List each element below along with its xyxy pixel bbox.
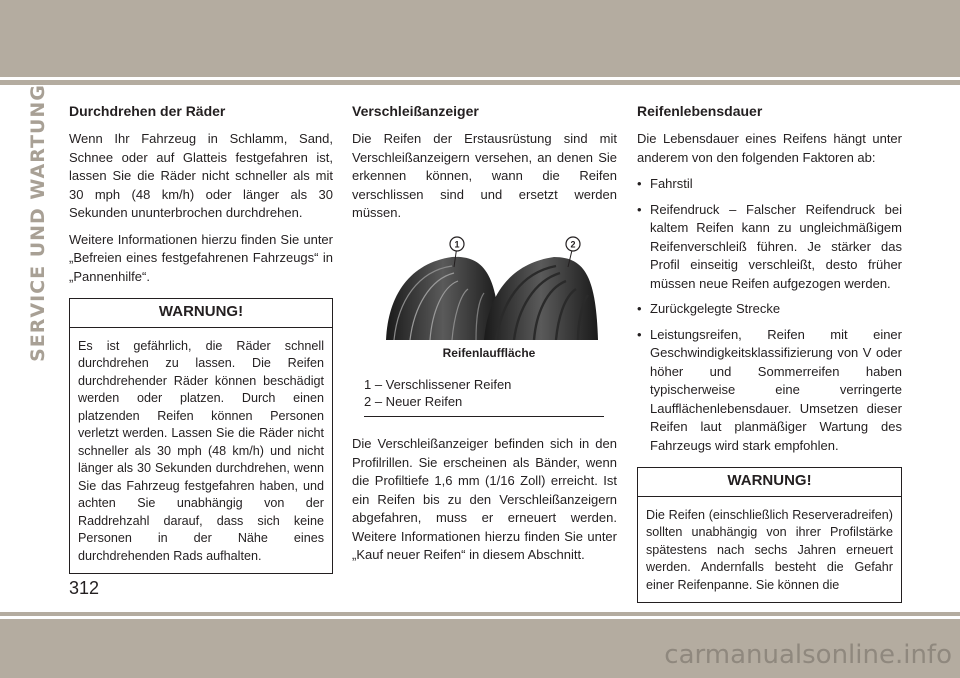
header-band bbox=[0, 0, 960, 77]
column-wheel-spin bbox=[69, 102, 333, 574]
callout-marker-1-label: 1 bbox=[454, 239, 460, 249]
callout-marker-2-label: 2 bbox=[570, 239, 576, 249]
figure-legend bbox=[364, 376, 604, 417]
tire-tread-figure bbox=[380, 235, 598, 363]
header-stripe bbox=[0, 80, 960, 85]
list-item: • Zurückgelegte Strecke bbox=[637, 300, 902, 319]
watermark-text: carmanualsonline.info bbox=[664, 640, 952, 670]
heading-tire-life: Reifenlebensdauer bbox=[637, 103, 763, 119]
list-item: • Fahrstil bbox=[637, 175, 902, 194]
section-side-label bbox=[27, 83, 50, 362]
tire-life-factors-list bbox=[637, 175, 902, 455]
paragraph-wheel-spin-2: Weitere Informationen hierzu finden Sie unter „Befreien eines festgefahrenen Fahrzeugs“ in „Pannenhilfe“. bbox=[69, 231, 333, 284]
heading-wheel-spin: Durchdrehen der Räder bbox=[69, 103, 226, 119]
warning-box-wheel-spin bbox=[69, 298, 333, 574]
warning-text: Es ist gefährlich, die Räder schnell durchdrehen zu lassen. Die Reifen durchdrehender Räder können beschädigt werden oder platzen. Durch einen platzenden Reifen können Personen verletzt werden. Lassen Sie die Räder nicht schneller als 30 mph (48 km/h) und nicht länger als 30 Sekunden durchdrehen, wenn Sie das Fahrzeug festgefahren haben, und achten Sie unabhängig von der Raddrehzahl darauf, dass sich keine Personen in der Nähe eines durchdrehenden Rads aufhalten. bbox=[78, 338, 324, 563]
legend-item-worn-tire: 1 – Verschlissener Reifen bbox=[364, 377, 512, 392]
warning-title: WARNUNG! bbox=[70, 299, 332, 328]
paragraph-wear-indicators-2: Die Verschleißanzeiger befinden sich in den Profilrillen. Sie erscheinen als Bänder, wenn die Profiltiefe 1,6 mm (1/16 Zoll) erreicht. Ist ein Reifen bis zu den Verschleißanzeigern abgefahren, muss er erneuert werden. Weitere Informationen hierzu finden Sie unter „Kauf neuer Reifen“ in diesem Abschnitt. bbox=[352, 436, 617, 562]
paragraph-tire-life-intro: Die Lebensdauer eines Reifens hängt unter anderem von den folgenden Faktoren ab: bbox=[637, 131, 902, 165]
figure-caption: Reifenlauffläche bbox=[442, 345, 536, 360]
heading-wear-indicators: Verschleißanzeiger bbox=[352, 103, 479, 119]
column-wear-indicators bbox=[352, 102, 617, 573]
column-tire-life bbox=[637, 102, 902, 603]
paragraph-wear-indicators-1: Die Reifen der Erstausrüstung sind mit Verschleißanzeigern versehen, an denen Sie erkennen können, wann die Reifen verschlissen sind und ersetzt werden müssen. bbox=[352, 131, 617, 220]
page-number: 312 bbox=[69, 578, 100, 598]
warning-box-tire-life bbox=[637, 467, 902, 603]
legend-item-new-tire: 2 – Neuer Reifen bbox=[364, 394, 463, 409]
warning-title: WARNUNG! bbox=[638, 468, 901, 497]
section-side-label-text: SERVICE UND WARTUNG bbox=[27, 83, 50, 362]
list-item: • Reifendruck – Falscher Reifendruck bei kaltem Reifen kann zu ungleichmäßigem Reifenverschleiß führen. Je stärker das Profil einseitig verschleißt, desto früher müssen neue Reifen aufgezogen werden. bbox=[637, 201, 902, 294]
tire-tread-illustration bbox=[380, 235, 598, 340]
footer-stripe bbox=[0, 612, 960, 616]
list-item: • Leistungsreifen, Reifen mit einer Geschwindigkeitsklassifizierung von V oder höher und Sommerreifen haben typischerweise eine verringerte Laufflächenlebensdauer. Umsetzen dieser Reifen laut planmäßiger Wartung des Fahrzeugs wird stark empfohlen. bbox=[637, 326, 902, 456]
paragraph-wheel-spin-1: Wenn Ihr Fahrzeug in Schlamm, Sand, Schnee oder auf Glatteis festgefahren ist, lassen Sie die Räder nicht schneller als mit 30 mph (48 km/h) oder länger als 30 Sekunden ununterbrochen durchdrehen. bbox=[69, 131, 333, 220]
warning-text: Die Reifen (einschließlich Reserveradreifen) sollten unabhängig von ihrer Profilstärke spätestens nach sechs Jahren erneuert werden. Andernfalls besteht die Gefahr einer Reifenpanne. Sie können die bbox=[646, 507, 893, 592]
